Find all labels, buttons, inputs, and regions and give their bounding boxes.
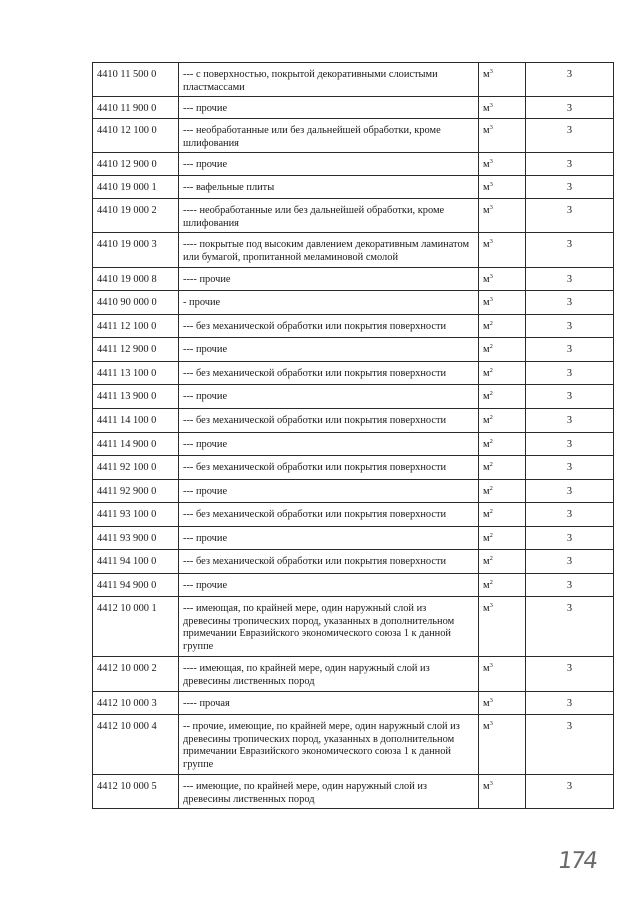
table-row: [93, 233, 614, 268]
duty-rate: 3: [526, 119, 614, 153]
unit-base: м: [483, 321, 490, 332]
table-row: [93, 503, 614, 527]
table-row: [93, 385, 614, 409]
table-row: [93, 692, 614, 715]
unit-of-measure: [479, 433, 526, 456]
commodity-code: 4411 14 100 0: [93, 409, 179, 433]
table-row: [93, 715, 614, 775]
commodity-description: --- без механической обработки или покрытия поверхности: [179, 456, 479, 480]
unit-exponent: 3: [489, 68, 493, 75]
commodity-code: 4410 19 000 1: [93, 176, 179, 199]
commodity-description: --- без механической обработки или покрытия поверхности: [179, 409, 479, 433]
unit-base: м: [483, 368, 490, 379]
commodity-description: --- прочие: [179, 527, 479, 550]
table-row: [93, 527, 614, 550]
table-row: [93, 315, 614, 338]
duty-rate: 3: [526, 268, 614, 291]
duty-rate: 3: [526, 480, 614, 503]
table-row: [93, 119, 614, 153]
table-row: [93, 550, 614, 574]
unit-of-measure: [479, 199, 526, 233]
commodity-code: 4410 90 000 0: [93, 291, 179, 315]
unit-of-measure: [479, 291, 526, 315]
commodity-code: 4410 12 900 0: [93, 153, 179, 176]
commodity-code: 4410 19 000 2: [93, 199, 179, 233]
commodity-description: - прочие: [179, 291, 479, 315]
unit-exponent: 3: [489, 697, 493, 704]
commodity-code: 4412 10 000 4: [93, 715, 179, 775]
commodity-description: ---- необработанные или без дальнейшей обработки, кроме шлифования: [179, 199, 479, 233]
commodity-description: --- прочие: [179, 153, 479, 176]
duty-rate: 3: [526, 775, 614, 809]
table-row: [93, 199, 614, 233]
unit-exponent: 2: [489, 461, 493, 468]
unit-of-measure: [479, 597, 526, 657]
duty-rate: 3: [526, 385, 614, 409]
unit-exponent: 2: [489, 532, 493, 539]
duty-rate: 3: [526, 597, 614, 657]
unit-base: м: [483, 486, 490, 497]
unit-of-measure: [479, 527, 526, 550]
unit-base: м: [483, 391, 490, 402]
duty-rate: 3: [526, 233, 614, 268]
commodity-description: --- прочие: [179, 338, 479, 362]
commodity-description: ---- прочая: [179, 692, 479, 715]
duty-rate: 3: [526, 176, 614, 199]
commodity-description: --- прочие: [179, 574, 479, 597]
commodity-description: --- без механической обработки или покрытия поверхности: [179, 362, 479, 385]
commodity-description: -- прочие, имеющие, по крайней мере, один наружный слой из древесины тропических пород, указанных в дополнительном примечании Евразийского экономического союза 1 к данной группе: [179, 715, 479, 775]
commodity-code: 4412 10 000 3: [93, 692, 179, 715]
unit-base: м: [483, 182, 490, 193]
commodity-code: 4412 10 000 1: [93, 597, 179, 657]
table-row: [93, 574, 614, 597]
table-row: [93, 63, 614, 97]
unit-of-measure: [479, 480, 526, 503]
commodity-code: 4412 10 000 2: [93, 657, 179, 692]
page-number: 174: [556, 848, 598, 874]
unit-base: м: [483, 274, 490, 285]
unit-exponent: 3: [489, 296, 493, 303]
commodity-description: --- прочие: [179, 433, 479, 456]
duty-rate: 3: [526, 527, 614, 550]
unit-base: м: [483, 698, 490, 709]
commodity-description: --- имеющие, по крайней мере, один наружный слой из древесины лиственных пород: [179, 775, 479, 809]
unit-exponent: 2: [489, 367, 493, 374]
commodity-code: 4410 19 000 8: [93, 268, 179, 291]
commodity-description: ---- покрытые под высоким давлением декоративным ламинатом или бумагой, пропитанной меламиновой смолой: [179, 233, 479, 268]
commodity-description: --- прочие: [179, 480, 479, 503]
unit-exponent: 3: [489, 102, 493, 109]
commodity-code: 4410 11 900 0: [93, 97, 179, 119]
unit-base: м: [483, 415, 490, 426]
table-row: [93, 433, 614, 456]
commodity-description: --- вафельные плиты: [179, 176, 479, 199]
table-row: [93, 153, 614, 176]
unit-of-measure: [479, 657, 526, 692]
unit-base: м: [483, 556, 490, 567]
unit-base: м: [483, 125, 490, 136]
unit-of-measure: [479, 119, 526, 153]
unit-exponent: 2: [489, 438, 493, 445]
commodity-code: 4410 11 500 0: [93, 63, 179, 97]
commodity-description: --- без механической обработки или покрытия поверхности: [179, 550, 479, 574]
table-row: [93, 480, 614, 503]
table-row: [93, 409, 614, 433]
duty-rate: 3: [526, 291, 614, 315]
unit-base: м: [483, 721, 490, 732]
commodity-description: ---- имеющая, по крайней мере, один наружный слой из древесины лиственных пород: [179, 657, 479, 692]
table-row: [93, 176, 614, 199]
unit-exponent: 3: [489, 181, 493, 188]
commodity-code: 4411 94 100 0: [93, 550, 179, 574]
unit-of-measure: [479, 409, 526, 433]
unit-of-measure: [479, 63, 526, 97]
commodity-code: 4411 93 900 0: [93, 527, 179, 550]
duty-rate: 3: [526, 574, 614, 597]
commodity-description: --- без механической обработки или покрытия поверхности: [179, 503, 479, 527]
table-row: [93, 97, 614, 119]
duty-rate: 3: [526, 550, 614, 574]
duty-rate: 3: [526, 153, 614, 176]
unit-exponent: 3: [489, 273, 493, 280]
unit-exponent: 2: [489, 485, 493, 492]
unit-exponent: 3: [489, 204, 493, 211]
unit-base: м: [483, 344, 490, 355]
commodity-code: 4411 93 100 0: [93, 503, 179, 527]
unit-exponent: 3: [489, 662, 493, 669]
table-row: [93, 268, 614, 291]
unit-exponent: 3: [489, 124, 493, 131]
unit-base: м: [483, 239, 490, 250]
unit-base: м: [483, 603, 490, 614]
duty-rate: 3: [526, 503, 614, 527]
commodity-description: --- с поверхностью, покрытой декоративными слоистыми пластмассами: [179, 63, 479, 97]
unit-exponent: 3: [489, 238, 493, 245]
unit-of-measure: [479, 362, 526, 385]
unit-exponent: 2: [489, 555, 493, 562]
duty-rate: 3: [526, 657, 614, 692]
duty-rate: 3: [526, 338, 614, 362]
commodity-description: --- необработанные или без дальнейшей обработки, кроме шлифования: [179, 119, 479, 153]
commodity-code: 4411 92 900 0: [93, 480, 179, 503]
duty-rate: 3: [526, 456, 614, 480]
unit-exponent: 2: [489, 508, 493, 515]
table-row: [93, 338, 614, 362]
unit-base: м: [483, 663, 490, 674]
unit-of-measure: [479, 153, 526, 176]
duty-rate: 3: [526, 433, 614, 456]
duty-rate: 3: [526, 97, 614, 119]
unit-base: м: [483, 533, 490, 544]
duty-rate: 3: [526, 315, 614, 338]
unit-exponent: 3: [489, 720, 493, 727]
unit-of-measure: [479, 715, 526, 775]
duty-rate: 3: [526, 362, 614, 385]
commodity-code: 4412 10 000 5: [93, 775, 179, 809]
commodity-code: 4410 12 100 0: [93, 119, 179, 153]
unit-exponent: 3: [489, 780, 493, 787]
unit-base: м: [483, 580, 490, 591]
table-row: [93, 597, 614, 657]
commodity-code: 4411 12 900 0: [93, 338, 179, 362]
commodity-code: 4411 12 100 0: [93, 315, 179, 338]
table-row: [93, 291, 614, 315]
unit-base: м: [483, 159, 490, 170]
unit-base: м: [483, 509, 490, 520]
table-row: [93, 657, 614, 692]
unit-exponent: 2: [489, 414, 493, 421]
duty-rate: 3: [526, 199, 614, 233]
unit-of-measure: [479, 315, 526, 338]
commodity-code: 4411 13 100 0: [93, 362, 179, 385]
commodity-code: 4411 14 900 0: [93, 433, 179, 456]
table-row: [93, 456, 614, 480]
duty-rate: 3: [526, 409, 614, 433]
unit-base: м: [483, 462, 490, 473]
unit-exponent: 2: [489, 320, 493, 327]
commodity-code: 4411 92 100 0: [93, 456, 179, 480]
unit-base: м: [483, 781, 490, 792]
unit-of-measure: [479, 385, 526, 409]
commodity-description: --- имеющая, по крайней мере, один наружный слой из древесины тропических пород, указанных в дополнительном примечании Евразийского экономического союза 1 к данной группе: [179, 597, 479, 657]
unit-exponent: 2: [489, 343, 493, 350]
unit-of-measure: [479, 233, 526, 268]
table-row: [93, 362, 614, 385]
tariff-table: [92, 62, 614, 809]
unit-of-measure: [479, 338, 526, 362]
unit-exponent: 2: [489, 390, 493, 397]
duty-rate: 3: [526, 715, 614, 775]
unit-of-measure: [479, 176, 526, 199]
commodity-description: --- прочие: [179, 385, 479, 409]
unit-exponent: 2: [489, 579, 493, 586]
commodity-code: 4411 94 900 0: [93, 574, 179, 597]
unit-base: м: [483, 103, 490, 114]
commodity-code: 4411 13 900 0: [93, 385, 179, 409]
commodity-description: ---- прочие: [179, 268, 479, 291]
unit-exponent: 3: [489, 602, 493, 609]
unit-base: м: [483, 205, 490, 216]
unit-of-measure: [479, 692, 526, 715]
unit-base: м: [483, 69, 490, 80]
unit-of-measure: [479, 268, 526, 291]
unit-base: м: [483, 439, 490, 450]
unit-of-measure: [479, 775, 526, 809]
unit-of-measure: [479, 574, 526, 597]
unit-base: м: [483, 297, 490, 308]
commodity-code: 4410 19 000 3: [93, 233, 179, 268]
unit-of-measure: [479, 97, 526, 119]
commodity-description: --- без механической обработки или покрытия поверхности: [179, 315, 479, 338]
unit-of-measure: [479, 456, 526, 480]
unit-exponent: 3: [489, 158, 493, 165]
unit-of-measure: [479, 550, 526, 574]
commodity-description: --- прочие: [179, 97, 479, 119]
duty-rate: 3: [526, 692, 614, 715]
table-row: [93, 775, 614, 809]
tariff-table-body: [93, 63, 614, 809]
duty-rate: 3: [526, 63, 614, 97]
unit-of-measure: [479, 503, 526, 527]
